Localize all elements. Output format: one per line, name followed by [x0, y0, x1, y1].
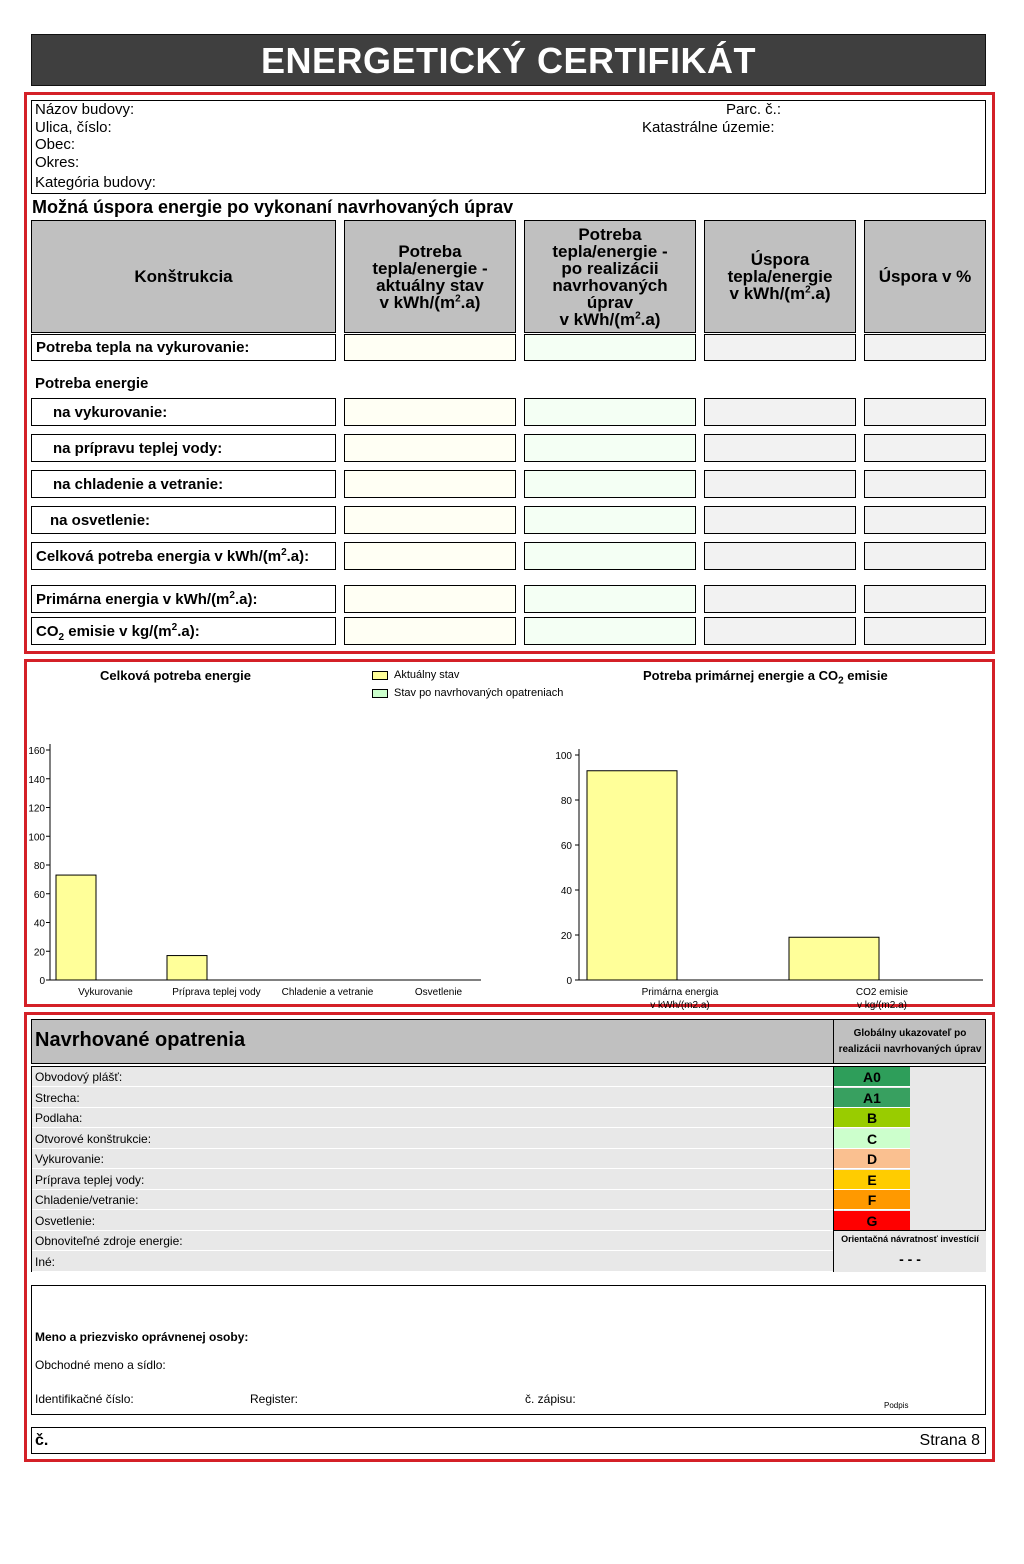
chart1-tick-label: 60 [33, 889, 45, 901]
chart1-category-label: Príprava teplej vody [172, 987, 261, 998]
entry-number-label: č. zápisu: [525, 1392, 576, 1406]
chart2-tick-label: 0 [566, 976, 572, 987]
row-hot-water: na prípravu teplej vody: [31, 434, 336, 462]
signature-label: Podpis [884, 1401, 909, 1410]
chart1-tick-label: 160 [28, 746, 45, 757]
energy-class-b: B [834, 1108, 910, 1128]
parcel-label: Parc. č.: [726, 101, 782, 118]
chart2-tick-label: 20 [560, 931, 572, 942]
chart1-tick-label: 100 [28, 832, 45, 844]
row-heating: na vykurovanie: [31, 398, 336, 426]
authorized-person-label: Meno a priezvisko oprávnenej osoby: [35, 1330, 249, 1344]
energy-class-c: C [834, 1129, 910, 1149]
header-percent: Úspora v % [864, 220, 986, 333]
municipality-label: Obec: [35, 136, 76, 153]
row-heat-demand: Potreba tepla na vykurovanie: [31, 334, 336, 361]
measure-row: Podlaha: [32, 1108, 833, 1128]
measure-row: Vykurovanie: [32, 1149, 833, 1169]
row-lighting: na osvetlenie: [31, 506, 336, 534]
energy-class-a0: A0 [834, 1067, 910, 1087]
energy-class-f: F [834, 1190, 910, 1210]
measure-row: Osvetlenie: [32, 1211, 833, 1231]
company-label: Obchodné meno a sídlo: [35, 1358, 166, 1372]
chart2-category-unit: v kg/(m2.a) [856, 1000, 908, 1011]
chart2-category-label: Primárna energia [641, 987, 719, 998]
measure-row: Obnoviteľné zdroje energie: [32, 1231, 833, 1251]
energy-class-d: D [834, 1149, 910, 1169]
street-label: Ulica, číslo: [35, 119, 112, 136]
row-primary-energy: Primárna energia v kWh/$(m^2.a)$: [31, 585, 336, 613]
measure-row: Príprava teplej vody: [32, 1170, 833, 1190]
chart1-category-label: Chladenie a vetranie [281, 987, 374, 998]
register-label: Register: [250, 1392, 299, 1406]
measure-row: Obvodový plášť: [32, 1067, 833, 1087]
page-number: Strana 8 [919, 1432, 980, 1449]
chart1-bar [56, 875, 96, 980]
legend-label-current: Aktuálny stav [394, 669, 460, 681]
page-title: ENERGETICKÝ CERTIFIKÁT [31, 34, 986, 86]
measure-row: Chladenie/vetranie: [32, 1190, 833, 1210]
energy-class-g: G [834, 1211, 910, 1231]
measure-row: Iné: [32, 1252, 833, 1272]
chart1-category-label: Vykurovanie [78, 987, 133, 998]
chart1-tick-label: 120 [28, 803, 45, 815]
row-cooling: na chladenie a vetranie: [31, 470, 336, 498]
row-co2-emissions: $CO_2$ emisie v $kg/(m^2.a)$: [31, 617, 336, 645]
chart1-tick-label: 40 [33, 918, 45, 930]
chart1-bar [167, 956, 207, 980]
header-after: Potreba tepla/energie - po realizácii navrhovaných úprav v kWh/$(m^2.a)$ [524, 220, 696, 333]
header-saving: Úspora tepla/energie v kWh/$(m^2.a)$ [704, 220, 856, 333]
chart2-tick-label: 60 [560, 841, 572, 852]
group-energy-demand: Potreba energie [35, 375, 149, 392]
footer-box [31, 1427, 986, 1454]
payback-value: - - - [899, 1251, 921, 1267]
chart2-tick-label: 80 [560, 796, 572, 807]
measures-heading: Navrhované opatrenia [35, 1029, 246, 1051]
certificate-number: č. [35, 1432, 49, 1449]
energy-class-e: E [834, 1170, 910, 1190]
chart1-tick-label: 140 [28, 774, 45, 786]
chart2 [555, 749, 983, 1011]
header-current: Potreba tepla/energie - aktuálny stav v kWh/$(m^2.a)$ [344, 220, 516, 333]
category-label: Kategória budovy: [35, 174, 156, 191]
measure-row: Strecha: [32, 1088, 833, 1108]
global-indicator-header: Globálny ukazovateľ po realizácii navrhovaných úprav [833, 1019, 986, 1064]
chart2-tick-label: 100 [555, 751, 572, 762]
chart1-title: Celková potreba energie [100, 668, 251, 683]
chart1-tick-label: 80 [33, 861, 45, 872]
district-label: Okres: [35, 154, 80, 171]
chart1 [28, 744, 481, 998]
savings-heading: Možná úspora energie po vykonaní navrhovaných úprav [32, 197, 514, 217]
signature-box [31, 1285, 986, 1415]
building-name-label: Názov budovy: [35, 101, 135, 118]
id-number-label: Identifikačné číslo: [35, 1392, 134, 1406]
legend-label-after: Stav po navrhovaných opatreniach [394, 687, 564, 699]
chart2-title: Potreba primárnej energie a $CO_2$ emisie [643, 668, 888, 687]
header-construction: Konštrukcia [31, 220, 336, 333]
chart2-bar [587, 771, 677, 980]
chart2-bar [789, 937, 879, 980]
row-total-energy: Celková potreba energia v kWh/$(m^2.a)$: [31, 542, 336, 570]
payback-label: Orientačná návratnosť investícií [841, 1234, 979, 1244]
chart1-category-label: Osvetlenie [414, 987, 463, 998]
chart2-category-unit: v kWh/(m2.a) [650, 1000, 710, 1011]
chart1-tick-label: 20 [33, 947, 45, 959]
cadastral-label: Katastrálne územie: [642, 119, 775, 136]
measure-row: Otvorové konštrukcie: [32, 1129, 833, 1149]
chart1-tick-label: 0 [39, 976, 45, 987]
energy-class-a1: A1 [834, 1088, 910, 1108]
chart2-tick-label: 40 [560, 886, 572, 897]
chart2-category-label: CO2 emisie [855, 987, 909, 998]
